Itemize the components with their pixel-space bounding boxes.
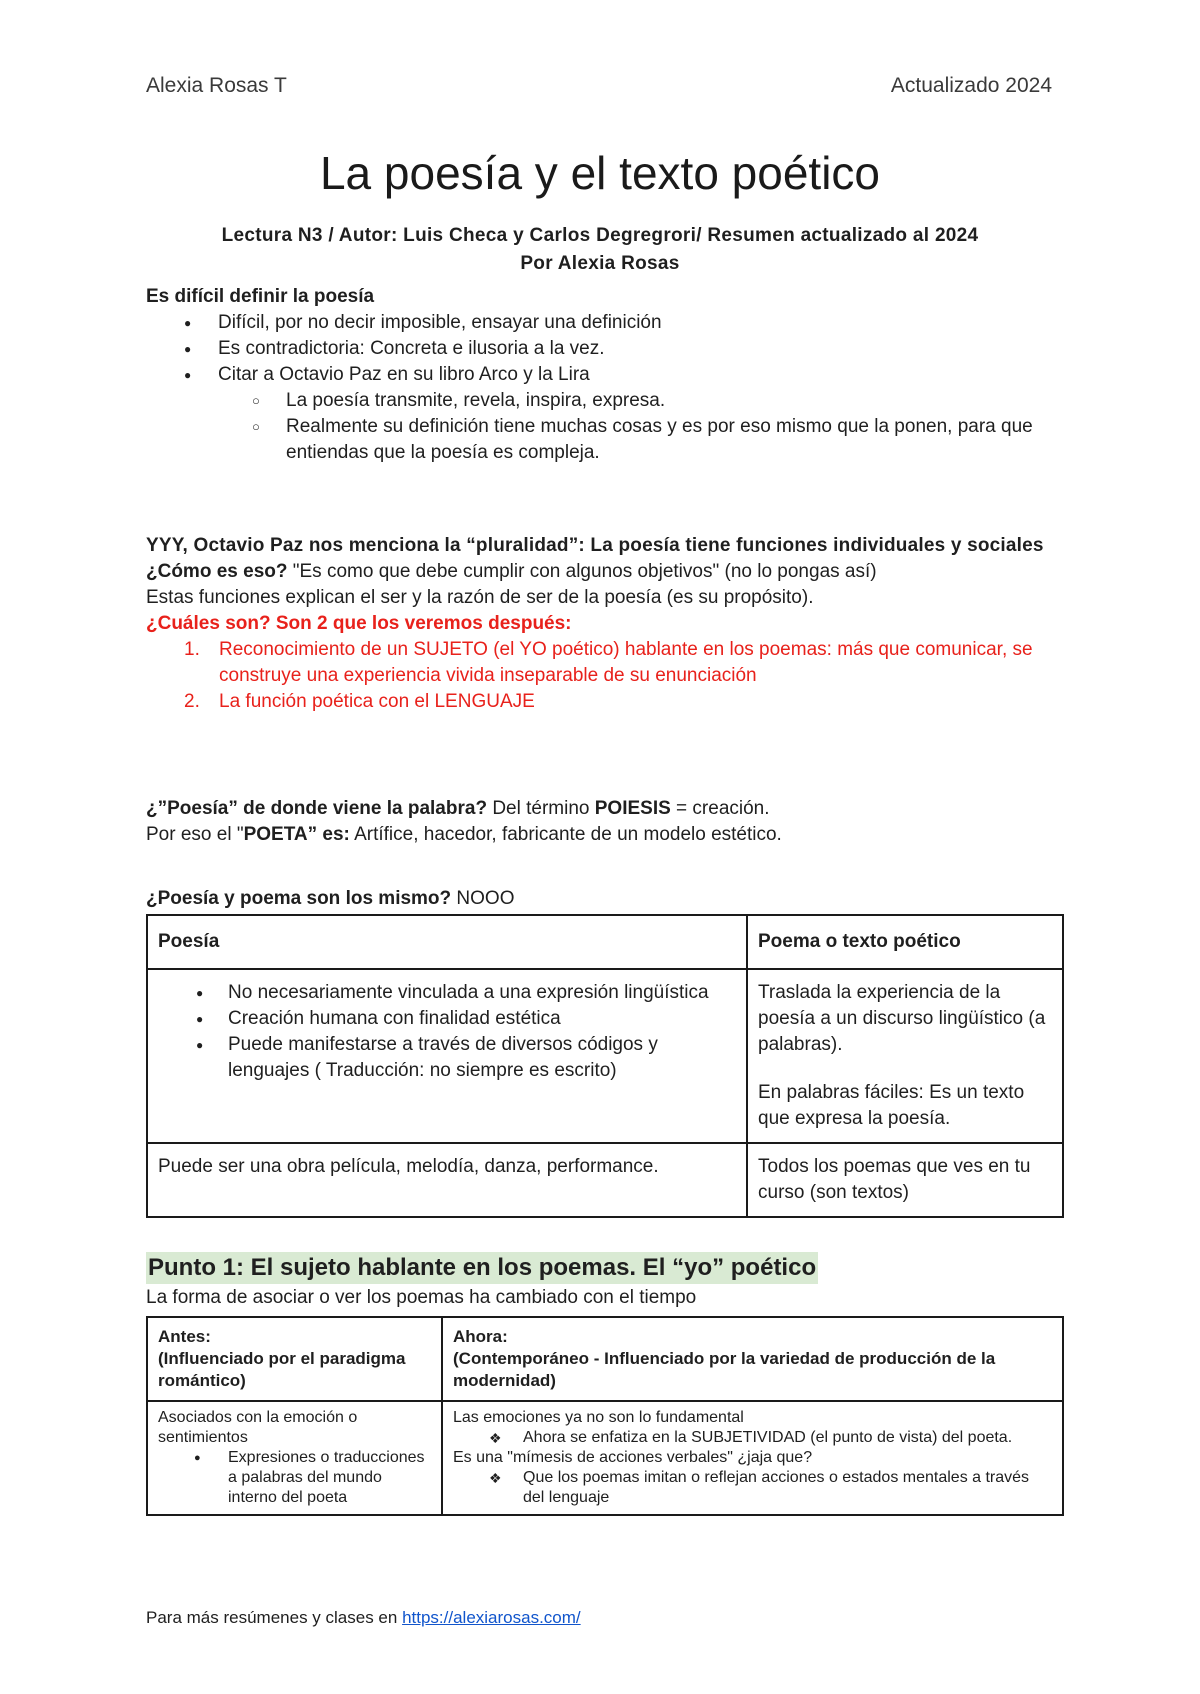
table-cell bbox=[442, 1401, 1063, 1515]
footer-text: Para más resúmenes y clases en bbox=[146, 1608, 403, 1627]
list-item: ● Difícil, por no decir imposible, ensayar una definición bbox=[184, 310, 1066, 336]
list-item: ● Expresiones o traducciones a palabras del mundo interno del poeta bbox=[194, 1448, 431, 1508]
etymology-line bbox=[146, 796, 1066, 822]
table-cell bbox=[747, 969, 1063, 1143]
section-etymology bbox=[146, 796, 1066, 848]
list-item: ○ La poesía transmite, revela, inspira, expresa. bbox=[252, 388, 1066, 414]
list-item bbox=[184, 637, 1066, 689]
subtitle-line-1: Lectura N3 / Autor: Luis Checa y Carlos Degregrori/ Resumen actualizado al 2024 bbox=[221, 225, 979, 246]
table-row bbox=[147, 1143, 1063, 1217]
question-bold: ¿Poesía y poema son los mismo? bbox=[146, 888, 452, 909]
list-item: ❖ Ahora se enfatiza en la SUBJETIVIDAD (el punto de vista) del poeta. bbox=[489, 1428, 1052, 1448]
cell-paragraph: Asociados con la emoción o sentimientos bbox=[158, 1409, 358, 1446]
diamond-list bbox=[453, 1468, 1052, 1508]
question-bold: ¿”Poesía” de donde viene la palabra? bbox=[146, 798, 488, 819]
header-detail: (Influenciado por el paradigma romántico) bbox=[158, 1349, 406, 1390]
cell-paragraph: En palabras fáciles: Es un texto que expresa la poesía. bbox=[758, 1082, 1025, 1129]
list-item-text: Reconocimiento de un SUJETO (el YO poético) hablante en los poemas: más que comunicar, se construye una experiencia vivida inseparable de su enunciación bbox=[219, 639, 1033, 686]
table-header-cell bbox=[442, 1317, 1063, 1401]
table-cell bbox=[147, 969, 747, 1143]
red-heading: ¿Cuáles son? Son 2 que los veremos después: bbox=[146, 613, 572, 634]
footer-link[interactable]: https://alexiarosas.com/ bbox=[402, 1608, 581, 1627]
table-header-cell bbox=[147, 1317, 442, 1401]
text-span: Artífice, hacedor, fabricante de un modelo estético. bbox=[349, 824, 782, 845]
list-item bbox=[184, 689, 1066, 715]
term-poeta: POETA” es: bbox=[243, 824, 350, 845]
cell-paragraph: Las emociones ya no son lo fundamental bbox=[453, 1409, 744, 1426]
header-detail: (Contemporáneo - Influenciado por la variedad de producción de la modernidad) bbox=[453, 1349, 996, 1390]
document-subtitle bbox=[0, 222, 1200, 278]
list-item: ○ Realmente su definición tiene muchas cosas y es por eso mismo que la ponen, para que entiendas que la poesía es compleja. bbox=[252, 414, 1066, 466]
table-row bbox=[147, 1401, 1063, 1515]
section-plurality bbox=[146, 533, 1066, 715]
comparison-table bbox=[146, 914, 1064, 1218]
table-row bbox=[147, 915, 1063, 969]
table-row bbox=[147, 969, 1063, 1143]
table-cell: Puede ser una obra película, melodía, danza, performance. bbox=[147, 1143, 747, 1217]
subtitle-line-2: Por Alexia Rosas bbox=[520, 253, 680, 274]
document-title: La poesía y el texto poético bbox=[319, 147, 881, 199]
bullet-list bbox=[158, 1448, 431, 1508]
table-cell: Todos los poemas que ves en tu curso (son textos) bbox=[747, 1143, 1063, 1217]
list-item bbox=[184, 362, 1066, 466]
sub-bullet-list bbox=[218, 388, 1066, 466]
list-item: ❖ Que los poemas imitan o reflejan acciones o estados mentales a través del lenguaje bbox=[489, 1468, 1052, 1508]
header-updated: Actualizado 2024 bbox=[890, 74, 1052, 97]
section-definition bbox=[146, 284, 1066, 466]
term-poiesis: POIESIS bbox=[594, 798, 671, 819]
text-span: = creación. bbox=[670, 798, 770, 819]
text-span: Del término bbox=[487, 798, 595, 819]
before-after-table bbox=[146, 1316, 1064, 1516]
header-label: Antes: bbox=[158, 1327, 211, 1346]
section-heading: YYY, Octavio Paz nos menciona la “pluralidad”: La poesía tiene funciones individuales y sociales bbox=[146, 535, 1044, 556]
question-line bbox=[146, 559, 1066, 585]
list-item: ● Creación humana con finalidad estética bbox=[196, 1006, 736, 1032]
list-item: ● No necesariamente vinculada a una expresión lingüística bbox=[196, 980, 736, 1006]
list-item: ● Es contradictoria: Concreta e ilusoria a la vez. bbox=[184, 336, 1066, 362]
list-item-text: Citar a Octavio Paz en su libro Arco y la Lira bbox=[218, 364, 590, 385]
poeta-line bbox=[146, 822, 1066, 848]
question-text: "Es como que debe cumplir con algunos objetivos" (no lo pongas así) bbox=[287, 561, 877, 582]
cell-paragraph: Traslada la experiencia de la poesía a un discurso lingüístico (a palabras). bbox=[758, 982, 1046, 1055]
list-item: ● Puede manifestarse a través de diversos códigos y lenguajes ( Traducción: no siempre es escrito) bbox=[196, 1032, 736, 1084]
section-comparison-heading bbox=[146, 886, 1066, 912]
functions-line: Estas funciones explican el ser y la razón de ser de la poesía (es su propósito). bbox=[146, 587, 814, 608]
question-text: NOOO bbox=[451, 888, 515, 909]
section-heading: Es difícil definir la poesía bbox=[146, 286, 375, 307]
diamond-list bbox=[453, 1428, 1052, 1448]
table-header-cell: Poesía bbox=[147, 915, 747, 969]
numbered-list bbox=[146, 637, 1066, 715]
table-cell bbox=[147, 1401, 442, 1515]
footer bbox=[146, 1608, 581, 1628]
text-span: Por eso el " bbox=[146, 824, 244, 845]
table-row bbox=[147, 1317, 1063, 1401]
list-number: 2. bbox=[184, 691, 200, 712]
header-author: Alexia Rosas T bbox=[146, 74, 287, 97]
table-header-cell: Poema o texto poético bbox=[747, 915, 1063, 969]
paragraph-spacer bbox=[758, 1058, 1052, 1080]
bullet-list bbox=[158, 980, 736, 1084]
punto1-subtitle: La forma de asociar o ver los poemas ha cambiado con el tiempo bbox=[146, 1287, 697, 1308]
punto1-title: Punto 1: El sujeto hablante en los poemas. El “yo” poético bbox=[146, 1252, 818, 1284]
list-item-text: La función poética con el LENGUAJE bbox=[219, 691, 535, 712]
question-bold: ¿Cómo es eso? bbox=[146, 561, 288, 582]
bullet-list bbox=[146, 310, 1066, 466]
header-label: Ahora: bbox=[453, 1327, 508, 1346]
cell-paragraph: Es una "mímesis de acciones verbales" ¿jaja que? bbox=[453, 1449, 813, 1466]
list-number: 1. bbox=[184, 639, 200, 660]
